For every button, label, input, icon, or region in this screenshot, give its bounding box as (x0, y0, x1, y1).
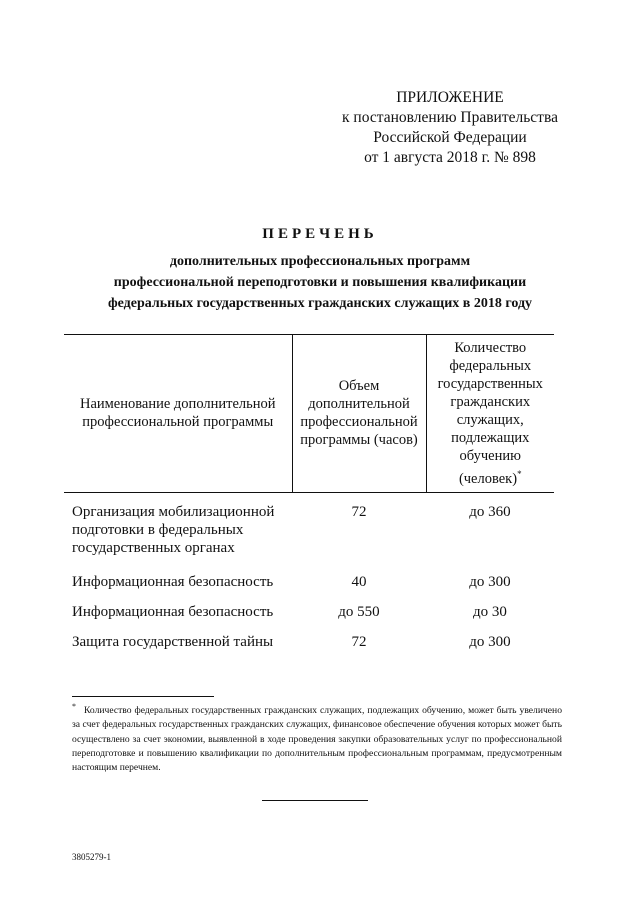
end-divider (262, 800, 368, 801)
subtitle-line-1: дополнительных профессиональных программ (169, 254, 471, 269)
programs-table (64, 334, 554, 657)
row-hours: 40 (351, 573, 367, 590)
row-count: до 300 (469, 633, 511, 650)
table-row (64, 492, 554, 567)
annex-block (330, 88, 570, 168)
row-program-name: Информационная безопасность (72, 573, 274, 590)
row-program-name: Защита государственной тайны (72, 633, 274, 650)
document-title: ПЕРЕЧЕНЬ (262, 226, 378, 242)
row-hours: 72 (351, 633, 367, 650)
footnote-marker: * (72, 702, 76, 711)
footnote (72, 700, 562, 775)
header-employee-count-text: Количество федеральных государственных гражданских служащих, подлежащих обучению (человек) (437, 340, 543, 487)
annex-line-2: Российской Федерации (373, 129, 527, 146)
row-count: до 360 (469, 503, 511, 520)
annex-line-3: от 1 августа 2018 г. № 898 (364, 149, 536, 166)
row-hours: 72 (351, 503, 367, 520)
document-code: 3805279-1 (72, 852, 111, 862)
header-employee-count (426, 335, 554, 493)
footnote-text: Количество федеральных государственных гражданских служащих, подлежащих обучению, может быть увеличено за счет федеральных государственных гражданских служащих, финансовое обеспечение обучения которых может быть осуществлено за счет экономии, выявленной в ходе проведения закупки образовательных услуг по профессиональной переподготовке и повышению квалификации по дополнительным профессиональным программам, предусмотренным настоящим перечнем. (72, 705, 562, 773)
row-count: до 300 (469, 573, 511, 590)
footnote-mark: * (517, 469, 522, 479)
header-program-name: Наименование дополнительной профессиональной программы (64, 335, 292, 493)
table-row (64, 567, 554, 597)
row-count: до 30 (473, 603, 507, 620)
annex-title: ПРИЛОЖЕНИЕ (396, 89, 504, 106)
footnote-divider (72, 696, 214, 697)
row-program-name: Организация мобилизационной подготовки в федеральных государственных органах (72, 503, 275, 556)
subtitle-line-3: федеральных государственных гражданских служащих в 2018 году (107, 296, 533, 311)
annex-line-1: к постановлению Правительства (342, 109, 558, 126)
subtitle-line-2: профессиональной переподготовки и повышения квалификации (113, 275, 527, 290)
header-program-hours: Объем дополнительной профессиональной программы (часов) (292, 335, 426, 493)
table-header-row (64, 335, 554, 493)
table-row (64, 627, 554, 657)
row-hours: до 550 (338, 603, 380, 620)
document-subtitle (60, 251, 580, 314)
row-program-name: Информационная безопасность (72, 603, 274, 620)
table-row (64, 597, 554, 627)
